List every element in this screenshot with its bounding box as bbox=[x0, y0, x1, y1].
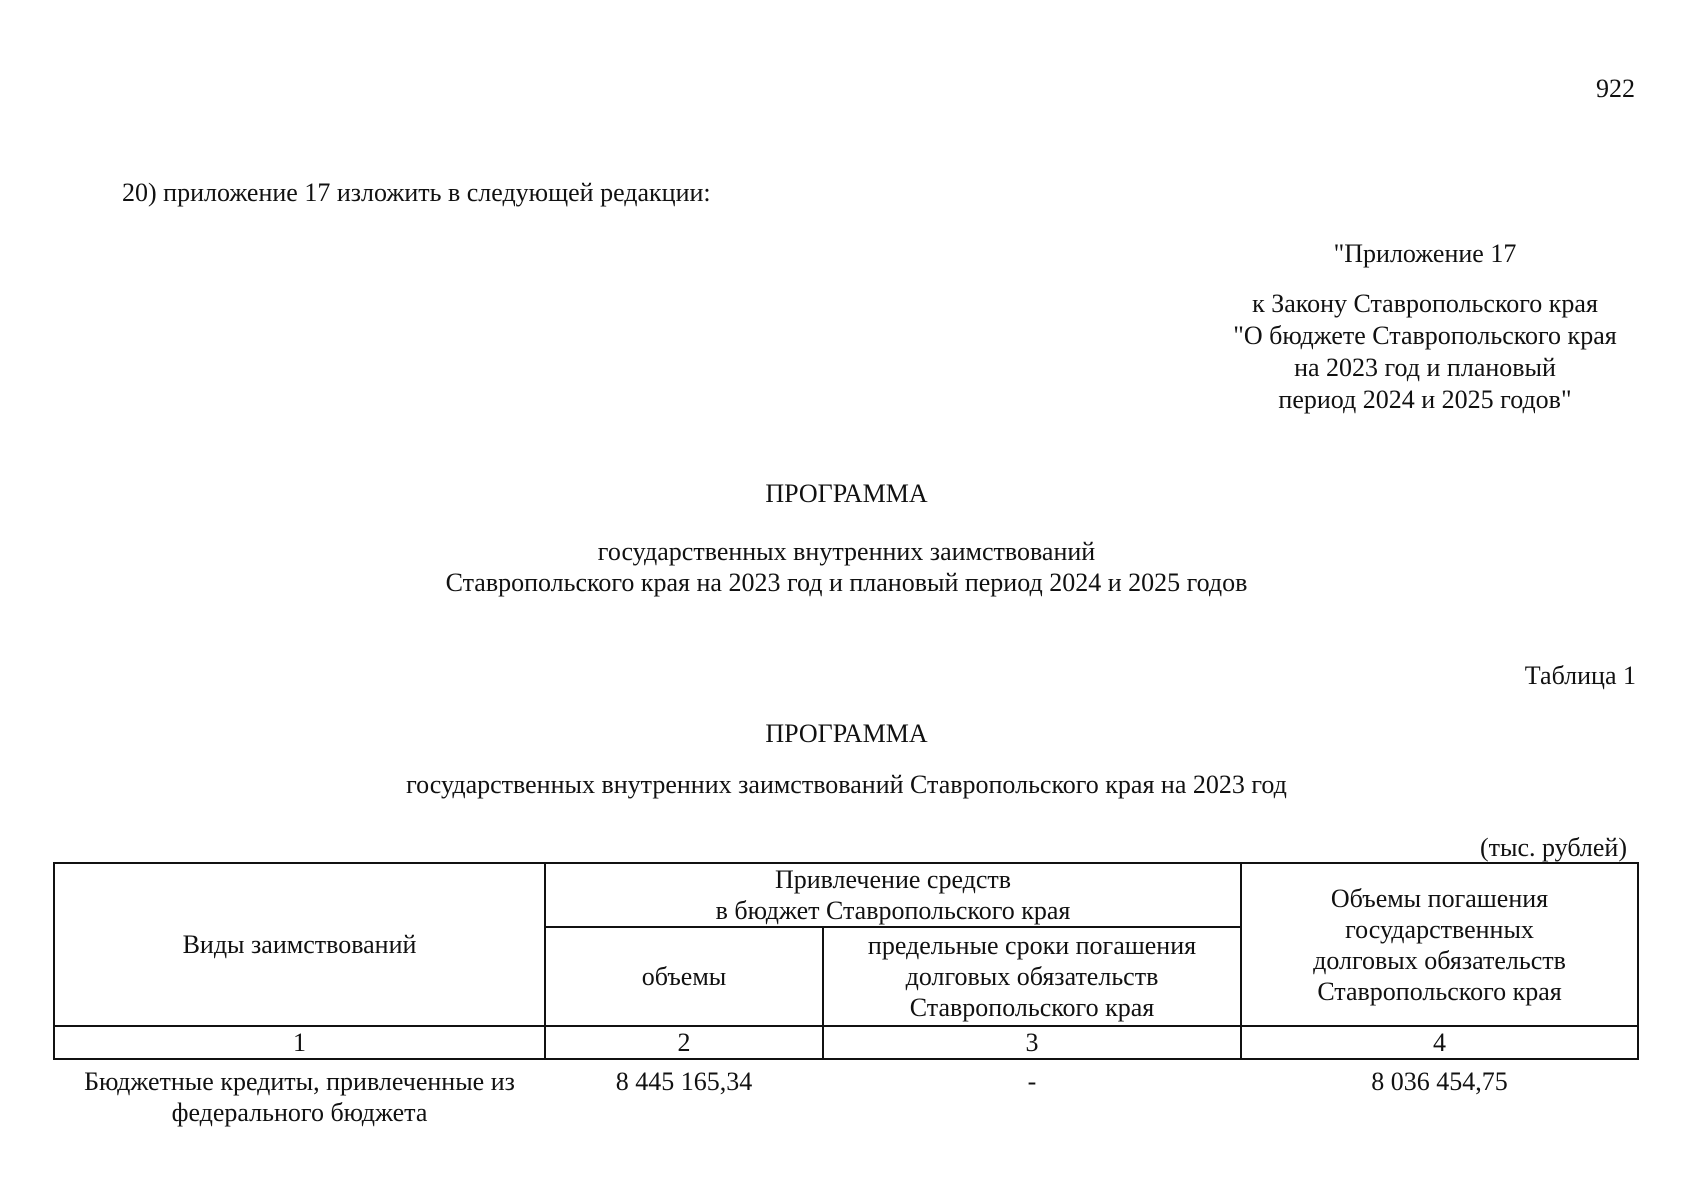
header-attraction-line: в бюджет Ставропольского края bbox=[715, 896, 1071, 925]
header-terms-line: Ставропольского края bbox=[909, 993, 1155, 1022]
cell-repayment-volume: 8 036 454,75 bbox=[1371, 1067, 1508, 1096]
header-repayment-line: долговых обязательств bbox=[1313, 945, 1566, 975]
table-row bbox=[54, 1059, 1638, 1128]
column-number: 2 bbox=[545, 1026, 823, 1059]
program-title: ПРОГРАММА bbox=[765, 479, 928, 508]
program-subtitle-line2: Ставропольского края на 2023 год и плановый период 2024 и 2025 годов bbox=[445, 568, 1248, 597]
program-subtitle-line1: государственных внутренних заимствований bbox=[597, 537, 1096, 566]
header-terms-line: предельные сроки погашения bbox=[867, 931, 1197, 960]
table-program-subtitle: государственных внутренних заимствований Ставропольского края на 2023 год bbox=[406, 770, 1287, 799]
header-repayment bbox=[1241, 863, 1638, 1026]
header-repayment-line: Ставропольского края bbox=[1317, 976, 1562, 1006]
header-terms-line: долговых обязательств bbox=[905, 962, 1159, 991]
units-label: (тыс. рублей) bbox=[1479, 833, 1627, 862]
appendix-reference bbox=[1195, 238, 1655, 416]
table-label: Таблица 1 bbox=[1524, 661, 1636, 690]
header-repayment-terms bbox=[823, 927, 1241, 1026]
header-attraction bbox=[545, 863, 1241, 927]
page-number: 922 bbox=[1596, 74, 1635, 103]
appendix-line: "Приложение 17 bbox=[1333, 239, 1517, 268]
borrowings-table bbox=[53, 862, 1639, 1128]
cell-repayment-terms: - bbox=[1027, 1067, 1037, 1096]
header-volumes: объемы bbox=[545, 927, 823, 1026]
cell-volume: 8 445 165,34 bbox=[615, 1067, 753, 1096]
appendix-line: на 2023 год и плановый bbox=[1294, 353, 1556, 382]
cell-line: Бюджетные кредиты, привлеченные из bbox=[84, 1067, 515, 1096]
cell-borrowing-type bbox=[54, 1059, 545, 1128]
cell-line: федерального бюджета bbox=[171, 1098, 428, 1127]
table-program-title: ПРОГРАММА bbox=[765, 719, 928, 748]
appendix-line: период 2024 и 2025 годов" bbox=[1278, 385, 1572, 414]
column-number: 3 bbox=[823, 1026, 1241, 1059]
header-repayment-line: государственных bbox=[1345, 914, 1534, 944]
appendix-line: "О бюджете Ставропольского края bbox=[1233, 321, 1617, 350]
column-number: 4 bbox=[1241, 1026, 1638, 1059]
intro-paragraph: 20) приложение 17 изложить в следующей редакции: bbox=[122, 178, 711, 207]
column-number: 1 bbox=[54, 1026, 545, 1059]
appendix-line: к Закону Ставропольского края bbox=[1252, 289, 1598, 318]
header-borrowing-types: Виды заимствований bbox=[54, 863, 545, 1026]
header-repayment-line: Объемы погашения bbox=[1330, 883, 1549, 913]
header-attraction-line: Привлечение средств bbox=[774, 865, 1012, 894]
